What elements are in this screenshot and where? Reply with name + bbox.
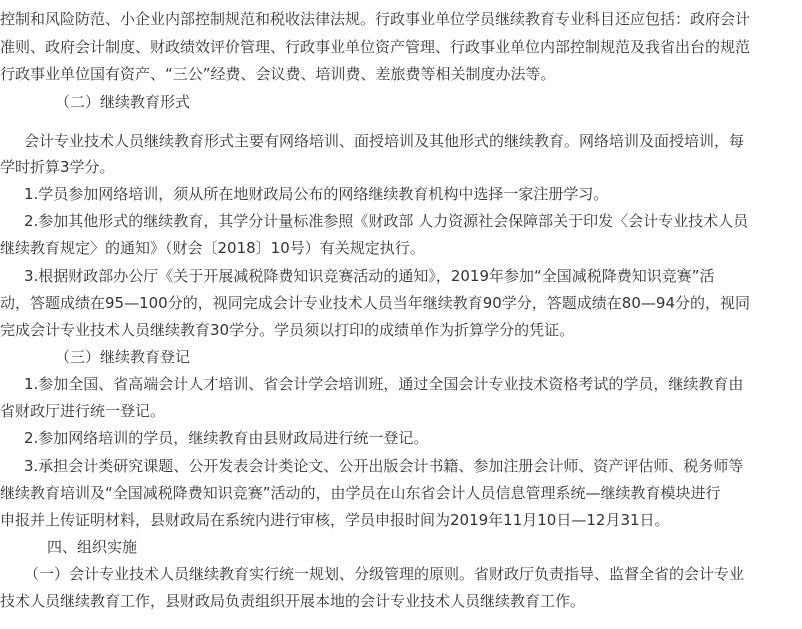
text-line: 继续教育培训及“全国减税降费知识竞赛”活动的，由学员在山东省会计人员信息管理系统—继续教育模块进行 [0,484,721,502]
text-line: 1.学员参加网络培训，须从所在地财政局公布的网络继续教育机构中选择一家注册学习。 [24,185,609,203]
text-line: 3.根据财政部办公厅《关于开展减税降费知识竞赛活动的通知》，2019年参加“全国减税降费知识竞赛”活 [24,267,715,285]
text-line: 1.参加全国、省高端会计人才培训、省会计学会培训班，通过全国会计专业技术资格考试的学员，继续教育由 [24,375,744,393]
section-heading: 四、组织实施 [47,538,138,556]
text-line: 2.参加其他形式的继续教育，其学分计量标准参照《财政部 人力资源社会保障部关于印发〈会计专业技术人员 [24,212,749,230]
text-line: 2.参加网络培训的学员，继续教育由县财政局进行统一登记。 [24,429,429,447]
text-line: 学时折算3学分。 [0,158,115,176]
text-line: 会计专业技术人员继续教育形式主要有网络培训、面授培训及其他形式的继续教育。网络培训及面授培训，每 [24,132,745,150]
text-line: 准则、政府会计制度、财政绩效评价管理、行政事业单位资产管理、行政事业单位内部控制规范及我省出台的规范 [0,38,751,56]
text-line: 继续教育规定〉的通知》（财会〔2018〕10号）有关规定执行。 [0,239,425,257]
section-heading: （三）继续教育登记 [55,348,191,366]
text-line: （一）会计专业技术人员继续教育实行统一规划、分级管理的原则。省财政厅负责指导、监督全省的会计专业 [24,565,745,583]
text-line: 技术人员继续教育工作，县财政局负责组织开展本地的会计专业技术人员继续教育工作。 [0,592,586,610]
text-line: 行政事业单位国有资产、“三公”经费、会议费、培训费、差旅费等相关制度办法等。 [0,65,556,83]
text-line: 控制和风险防范、小企业内部控制规范和税收法律法规。行政事业单位学员继续教育专业科目还应包括：政府会计 [0,10,751,28]
text-line: 申报并上传证明材料，县财政局在系统内进行审核，学员申报时间为2019年11月10日—12月31日。 [0,511,670,529]
text-line: 动，答题成绩在95—100分的，视同完成会计专业技术人员当年继续教育90学分，答题成绩在80—94分的，视同 [0,294,750,312]
text-line: 完成会计专业技术人员继续教育30学分。学员须以打印的成绩单作为折算学分的凭证。 [0,321,575,339]
text-line: 3.承担会计类研究课题、公开发表会计类论文、公开出版会计书籍、参加注册会计师、资产评估师、税务师等 [24,457,744,475]
text-line: 省财政厅进行统一登记。 [0,402,166,420]
section-heading: （二）继续教育形式 [55,93,191,111]
